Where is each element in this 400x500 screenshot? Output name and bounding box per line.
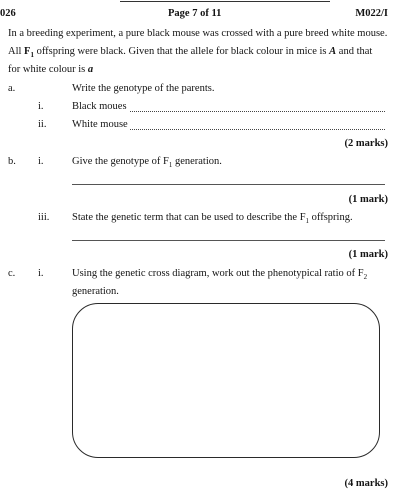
question-a-item-2-num: ii. <box>38 119 47 130</box>
question-a-item-1-num: i. <box>38 101 44 112</box>
paper-code: M022/I <box>355 8 388 19</box>
intro-line-2: All $F_1$ offspring were black. Given that the allele for black colour in mice is A and that <box>8 46 373 60</box>
question-b-i-num: i. <box>38 156 44 167</box>
question-b-i-text: Give the genotype of $F_1$ generation. <box>72 156 222 170</box>
page-number: Page 7 of 11 <box>168 8 222 19</box>
question-c-i-line-2: generation. <box>72 286 119 297</box>
question-c-marks: (4 marks) <box>344 478 388 489</box>
answer-box-cross-diagram[interactable] <box>72 303 380 458</box>
answer-line-f1-genotype[interactable] <box>72 184 385 185</box>
question-b-label: b. <box>8 156 16 167</box>
question-a-label: a. <box>8 83 16 94</box>
question-b-iii-marks: (1 mark) <box>348 249 388 260</box>
question-a-marks: (2 marks) <box>344 138 388 149</box>
question-a-item-2-label: White mouse <box>72 119 128 130</box>
question-c-label: c. <box>8 268 16 279</box>
intro-line-3: for white colour is a <box>8 64 94 75</box>
header-left-code: 026 <box>0 8 16 19</box>
question-a-item-1-label: Black moues <box>72 101 127 112</box>
question-b-iii-text: State the genetic term that can be used to describe the $F_1$ offspring. <box>72 212 353 226</box>
question-b-i-marks: (1 mark) <box>348 194 388 205</box>
allele-white: a <box>87 64 94 75</box>
top-rule <box>120 1 330 2</box>
answer-line-genetic-term[interactable] <box>72 240 385 241</box>
answer-line-black-mouse[interactable] <box>130 111 385 112</box>
intro-line-1: In a breeding experiment, a pure black mouse was crossed with a pure breed white mouse. <box>8 28 388 39</box>
question-c-i-line-1: Using the genetic cross diagram, work out the phenotypical ratio of $F_2$ <box>72 268 368 282</box>
allele-black: A <box>329 46 337 57</box>
question-b-iii-num: iii. <box>38 212 50 223</box>
question-c-i-num: i. <box>38 268 44 279</box>
answer-line-white-mouse[interactable] <box>130 129 385 130</box>
question-a-text: Write the genotype of the parents. <box>72 83 215 94</box>
